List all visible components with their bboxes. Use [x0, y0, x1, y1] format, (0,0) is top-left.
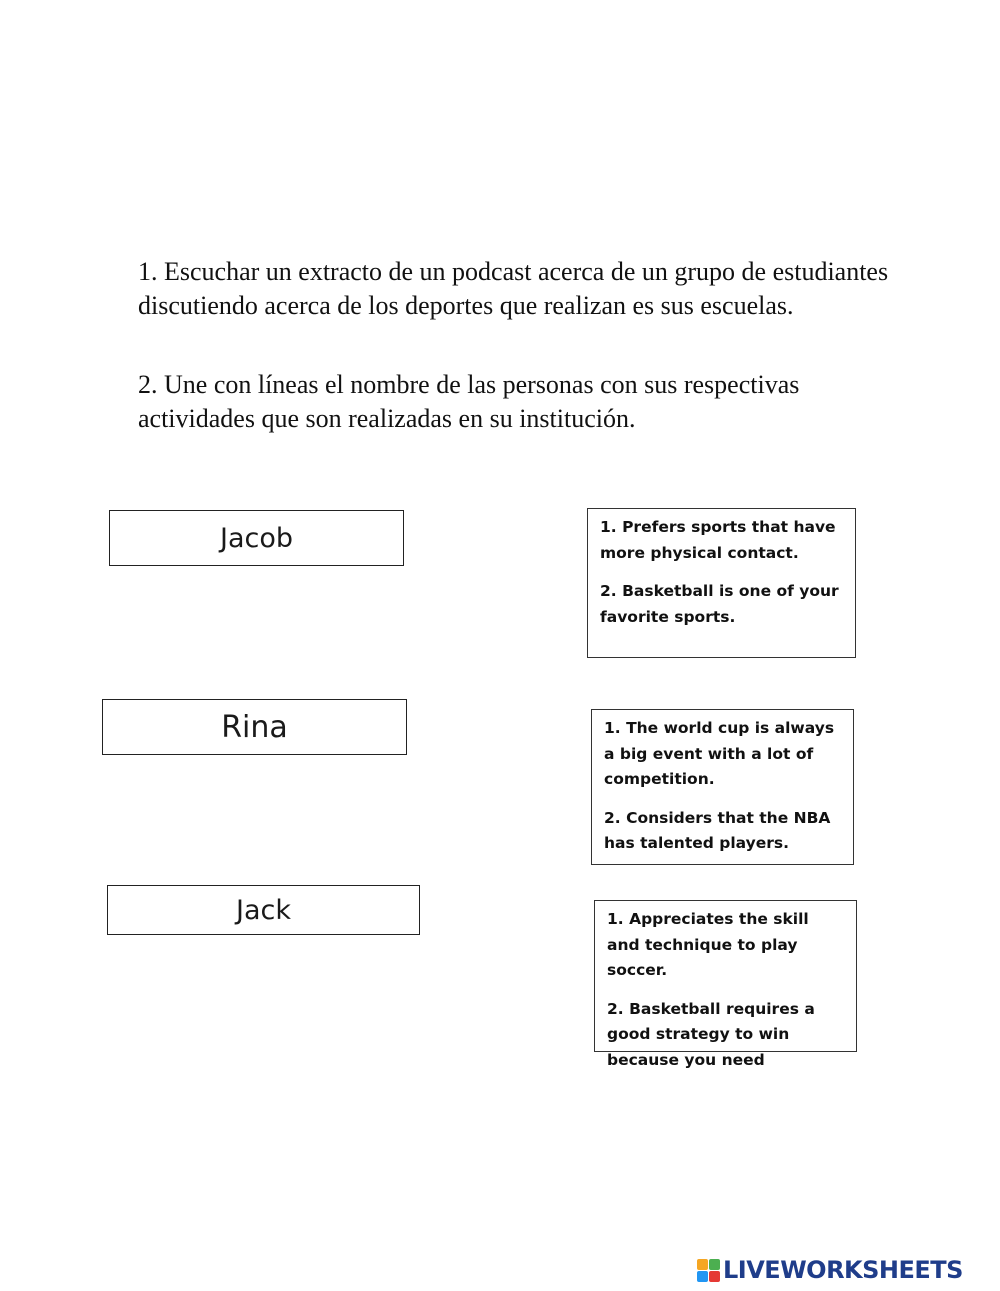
description-line: 1. Prefers sports that have more physical contact.	[600, 518, 836, 562]
name-label: Rina	[221, 709, 288, 745]
liveworksheets-logo	[697, 1255, 963, 1285]
description-box-1[interactable]	[587, 508, 856, 658]
description-line: 2. Basketball is one of your favorite sports.	[600, 582, 839, 626]
instruction-step-1: 1. Escuchar un extracto de un podcast acerca de un grupo de estudiantes discutiendo acerca de los deportes que realizan es sus escuelas.	[138, 257, 889, 320]
name-box-rina[interactable]	[102, 699, 407, 755]
name-label: Jacob	[219, 522, 293, 554]
description-line: 2. Basketball requires a good strategy to win because you need	[607, 999, 815, 1069]
name-label: Jack	[236, 894, 291, 926]
liveworksheets-logo-icon	[697, 1259, 720, 1282]
description-line: 1. The world cup is always a big event with a lot of competition.	[604, 719, 835, 788]
name-box-jack[interactable]	[107, 885, 420, 935]
description-box-3[interactable]	[594, 900, 857, 1069]
description-line: 2. Considers that the NBA has talented players.	[604, 808, 831, 852]
description-box-2[interactable]	[591, 709, 854, 865]
instruction-step-2: 2. Une con líneas el nombre de las personas con sus respectivas actividades que son realizadas en su institución.	[138, 370, 800, 433]
description-line: 1. Appreciates the skill and technique to play soccer.	[607, 910, 809, 979]
name-box-jacob[interactable]	[109, 510, 404, 566]
logo-text: LIVEWORKSHEETS	[723, 1256, 963, 1284]
